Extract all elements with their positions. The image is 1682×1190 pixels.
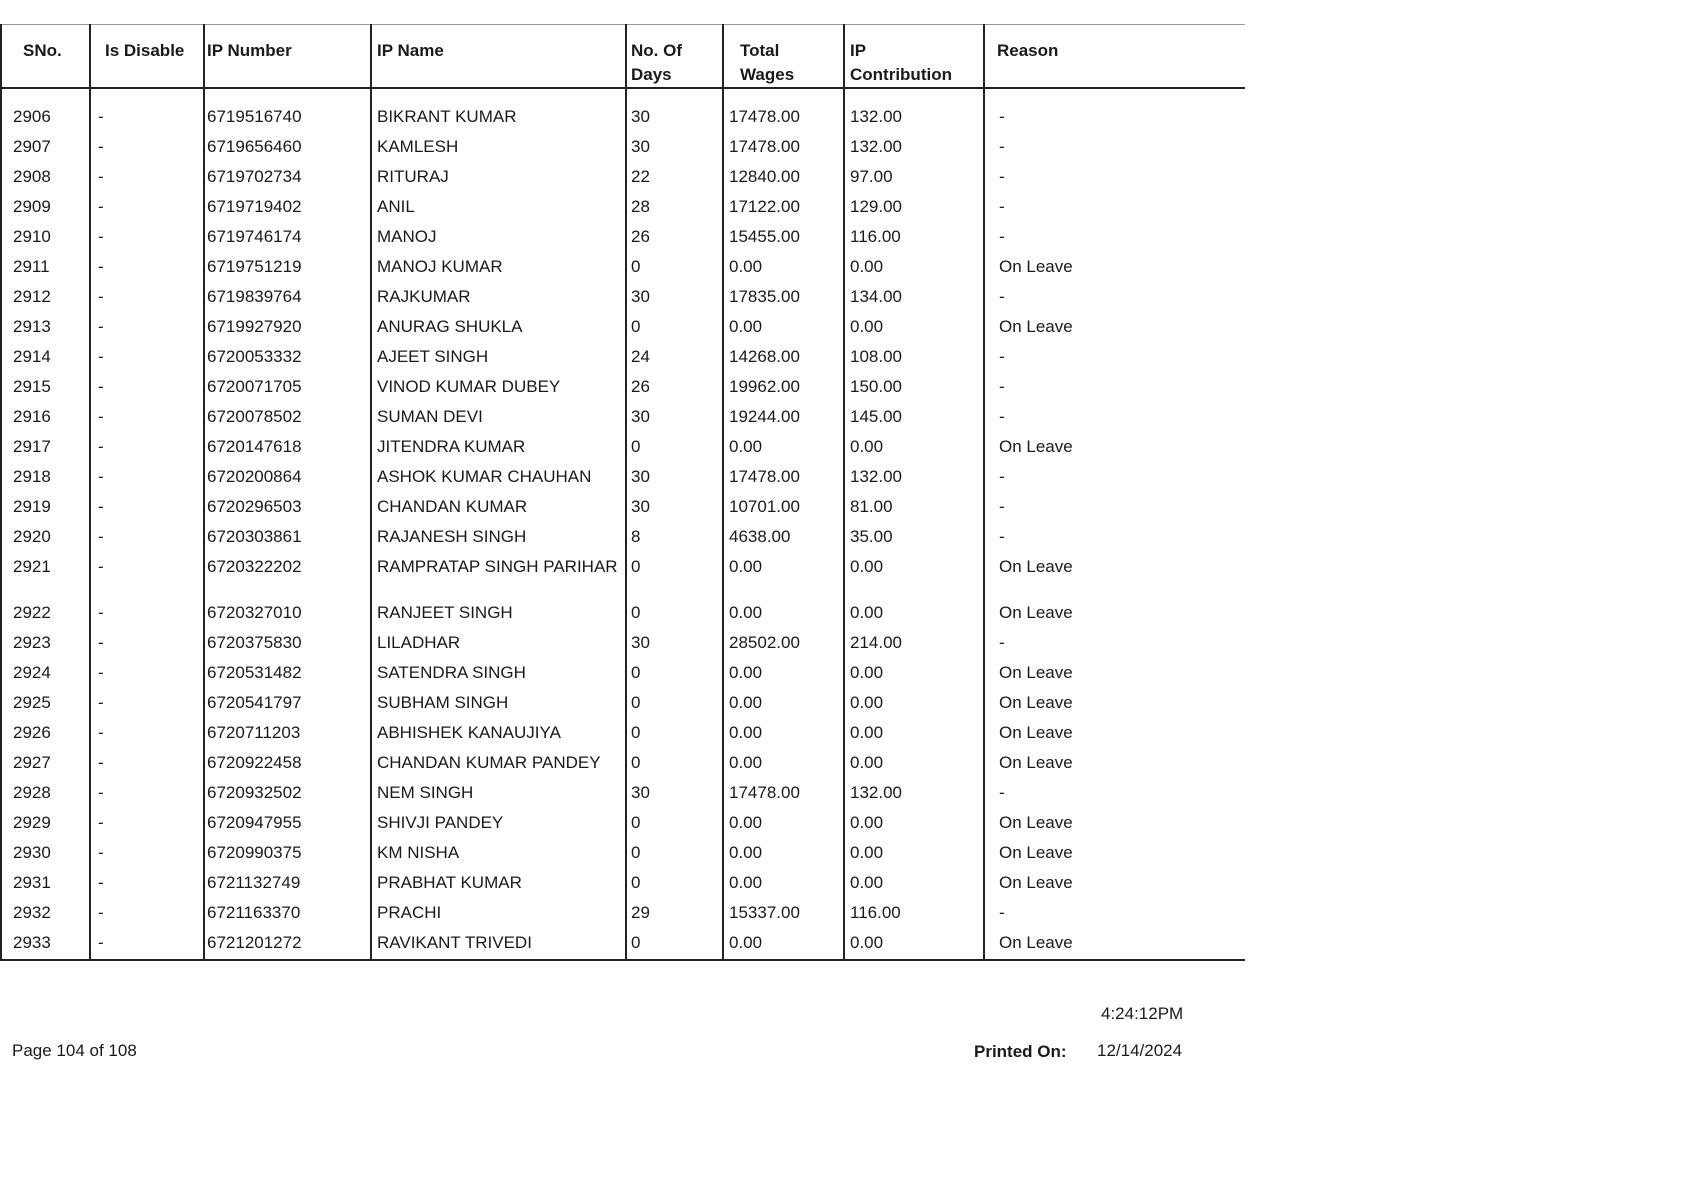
cell-is-disable: -: [90, 105, 204, 135]
table-row: [1, 721, 1245, 751]
cell-ip-number: 6720990375: [204, 841, 371, 871]
cell-no-of-days: 30: [626, 631, 723, 661]
cell-ip-contribution: 0.00: [844, 601, 984, 631]
table-row: [1, 691, 1245, 721]
cell-sno: 2931: [1, 871, 90, 901]
cell-no-of-days: 30: [626, 495, 723, 525]
table-row: [1, 901, 1245, 931]
cell-total-wages: 17478.00: [723, 135, 844, 165]
cell-is-disable: -: [90, 721, 204, 751]
cell-no-of-days: 30: [626, 105, 723, 135]
cell-ip-number: 6721201272: [204, 931, 371, 960]
cell-reason: On Leave: [984, 871, 1245, 901]
cell-sno: 2912: [1, 285, 90, 315]
cell-ip-number: 6720296503: [204, 495, 371, 525]
cell-ip-contribution: 0.00: [844, 255, 984, 285]
header-sno: SNo.: [1, 25, 90, 89]
cell-ip-number: 6719746174: [204, 225, 371, 255]
cell-total-wages: 0.00: [723, 601, 844, 631]
cell-is-disable: -: [90, 661, 204, 691]
cell-total-wages: 15337.00: [723, 901, 844, 931]
cell-no-of-days: 0: [626, 931, 723, 960]
cell-ip-number: 6720541797: [204, 691, 371, 721]
cell-ip-name: ANURAG SHUKLA: [371, 315, 626, 345]
table-row: [1, 811, 1245, 841]
cell-reason: -: [984, 781, 1245, 811]
table-row: [1, 601, 1245, 631]
table-row: [1, 631, 1245, 661]
cell-reason: -: [984, 165, 1245, 195]
cell-is-disable: -: [90, 525, 204, 555]
table-row: [1, 555, 1245, 601]
cell-is-disable: -: [90, 255, 204, 285]
cell-is-disable: -: [90, 871, 204, 901]
cell-no-of-days: 0: [626, 841, 723, 871]
cell-ip-contribution: 132.00: [844, 135, 984, 165]
cell-ip-contribution: 108.00: [844, 345, 984, 375]
cell-total-wages: 17122.00: [723, 195, 844, 225]
table-row: [1, 375, 1245, 405]
cell-is-disable: -: [90, 811, 204, 841]
cell-ip-name: PRACHI: [371, 901, 626, 931]
header-no-of-days-line1: No. Of: [631, 41, 682, 60]
cell-ip-contribution: 0.00: [844, 435, 984, 465]
cell-no-of-days: 0: [626, 435, 723, 465]
cell-reason: On Leave: [984, 255, 1245, 285]
cell-total-wages: 28502.00: [723, 631, 844, 661]
header-ip-number: IP Number: [204, 25, 371, 89]
cell-total-wages: 17835.00: [723, 285, 844, 315]
table-row: [1, 285, 1245, 315]
cell-reason: On Leave: [984, 315, 1245, 345]
cell-ip-number: 6719839764: [204, 285, 371, 315]
cell-is-disable: -: [90, 631, 204, 661]
table-row: [1, 195, 1245, 225]
cell-sno: 2925: [1, 691, 90, 721]
cell-no-of-days: 0: [626, 871, 723, 901]
cell-ip-contribution: 134.00: [844, 285, 984, 315]
cell-sno: 2927: [1, 751, 90, 781]
cell-ip-contribution: 0.00: [844, 811, 984, 841]
cell-ip-contribution: 0.00: [844, 871, 984, 901]
cell-ip-number: 6720711203: [204, 721, 371, 751]
cell-total-wages: 0.00: [723, 691, 844, 721]
cell-is-disable: -: [90, 901, 204, 931]
contribution-report: [0, 24, 1244, 961]
cell-no-of-days: 22: [626, 165, 723, 195]
cell-ip-contribution: 132.00: [844, 105, 984, 135]
cell-ip-contribution: 0.00: [844, 931, 984, 960]
cell-reason: -: [984, 135, 1245, 165]
header-ip-name: IP Name: [371, 25, 626, 89]
cell-reason: -: [984, 105, 1245, 135]
cell-total-wages: 15455.00: [723, 225, 844, 255]
cell-is-disable: -: [90, 345, 204, 375]
cell-ip-number: 6719656460: [204, 135, 371, 165]
cell-total-wages: 0.00: [723, 555, 844, 601]
cell-no-of-days: 0: [626, 601, 723, 631]
cell-total-wages: 14268.00: [723, 345, 844, 375]
cell-reason: On Leave: [984, 931, 1245, 960]
cell-ip-contribution: 0.00: [844, 721, 984, 751]
cell-no-of-days: 30: [626, 135, 723, 165]
table-row: [1, 135, 1245, 165]
table-row: [1, 495, 1245, 525]
header-row: [1, 25, 1245, 89]
cell-ip-name: MANOJ: [371, 225, 626, 255]
cell-ip-number: 6719927920: [204, 315, 371, 345]
header-total-wages-line1: Total: [740, 41, 780, 60]
cell-ip-contribution: 0.00: [844, 751, 984, 781]
cell-ip-number: 6720531482: [204, 661, 371, 691]
table-row: [1, 751, 1245, 781]
cell-reason: -: [984, 375, 1245, 405]
cell-ip-contribution: 0.00: [844, 661, 984, 691]
cell-is-disable: -: [90, 375, 204, 405]
cell-reason: On Leave: [984, 811, 1245, 841]
cell-sno: 2916: [1, 405, 90, 435]
cell-sno: 2915: [1, 375, 90, 405]
table-row: [1, 105, 1245, 135]
cell-sno: 2933: [1, 931, 90, 960]
table-row: [1, 165, 1245, 195]
cell-ip-number: 6720922458: [204, 751, 371, 781]
cell-ip-contribution: 129.00: [844, 195, 984, 225]
cell-reason: -: [984, 195, 1245, 225]
cell-ip-number: 6720947955: [204, 811, 371, 841]
cell-reason: -: [984, 405, 1245, 435]
cell-ip-name: NEM SINGH: [371, 781, 626, 811]
header-ip-contribution-line1: IP: [850, 41, 867, 60]
cell-reason: -: [984, 901, 1245, 931]
cell-total-wages: 0.00: [723, 871, 844, 901]
cell-sno: 2932: [1, 901, 90, 931]
cell-reason: On Leave: [984, 601, 1245, 631]
header-total-wages-line2: Wages: [740, 65, 795, 84]
cell-is-disable: -: [90, 931, 204, 960]
cell-sno: 2911: [1, 255, 90, 285]
cell-total-wages: 0.00: [723, 435, 844, 465]
cell-is-disable: -: [90, 405, 204, 435]
table-row: [1, 435, 1245, 465]
cell-no-of-days: 0: [626, 751, 723, 781]
cell-sno: 2926: [1, 721, 90, 751]
cell-ip-contribution: 116.00: [844, 225, 984, 255]
cell-sno: 2910: [1, 225, 90, 255]
cell-no-of-days: 28: [626, 195, 723, 225]
cell-reason: -: [984, 285, 1245, 315]
cell-total-wages: 4638.00: [723, 525, 844, 555]
cell-no-of-days: 0: [626, 661, 723, 691]
cell-ip-contribution: 150.00: [844, 375, 984, 405]
table-row: [1, 871, 1245, 901]
cell-ip-number: 6720303861: [204, 525, 371, 555]
cell-ip-name: CHANDAN KUMAR: [371, 495, 626, 525]
header-reason: Reason: [984, 25, 1245, 89]
cell-ip-name: LILADHAR: [371, 631, 626, 661]
contribution-table: [0, 24, 1245, 961]
cell-no-of-days: 0: [626, 315, 723, 345]
cell-no-of-days: 30: [626, 285, 723, 315]
cell-ip-contribution: 145.00: [844, 405, 984, 435]
cell-is-disable: -: [90, 315, 204, 345]
cell-sno: 2922: [1, 601, 90, 631]
cell-reason: On Leave: [984, 555, 1245, 601]
cell-ip-number: 6720053332: [204, 345, 371, 375]
cell-ip-name: PRABHAT KUMAR: [371, 871, 626, 901]
table-row: [1, 225, 1245, 255]
cell-reason: -: [984, 225, 1245, 255]
cell-ip-contribution: 132.00: [844, 781, 984, 811]
header-ip-contribution: [844, 25, 984, 89]
cell-total-wages: 10701.00: [723, 495, 844, 525]
table-row: [1, 345, 1245, 375]
cell-ip-name: SUMAN DEVI: [371, 405, 626, 435]
cell-no-of-days: 24: [626, 345, 723, 375]
cell-ip-number: 6720078502: [204, 405, 371, 435]
cell-ip-contribution: 35.00: [844, 525, 984, 555]
cell-reason: -: [984, 465, 1245, 495]
cell-total-wages: 17478.00: [723, 465, 844, 495]
cell-sno: 2908: [1, 165, 90, 195]
printed-on-label: Printed On:: [974, 1042, 1067, 1061]
cell-ip-name: KM NISHA: [371, 841, 626, 871]
cell-no-of-days: 0: [626, 555, 723, 601]
cell-is-disable: -: [90, 195, 204, 225]
cell-reason: -: [984, 525, 1245, 555]
cell-is-disable: -: [90, 555, 204, 601]
cell-sno: 2924: [1, 661, 90, 691]
header-no-of-days: [626, 25, 723, 89]
cell-ip-number: 6720932502: [204, 781, 371, 811]
cell-ip-contribution: 81.00: [844, 495, 984, 525]
cell-sno: 2920: [1, 525, 90, 555]
cell-reason: On Leave: [984, 691, 1245, 721]
cell-is-disable: -: [90, 601, 204, 631]
cell-ip-number: 6721163370: [204, 901, 371, 931]
cell-sno: 2914: [1, 345, 90, 375]
cell-reason: On Leave: [984, 661, 1245, 691]
cell-ip-name: JITENDRA KUMAR: [371, 435, 626, 465]
cell-ip-number: 6719751219: [204, 255, 371, 285]
cell-sno: 2928: [1, 781, 90, 811]
table-row: [1, 931, 1245, 960]
cell-ip-name: SUBHAM SINGH: [371, 691, 626, 721]
cell-total-wages: 0.00: [723, 811, 844, 841]
header-ip-contribution-line2: Contribution: [850, 65, 952, 84]
page-number: Page 104 of 108: [12, 1041, 137, 1060]
cell-ip-contribution: 214.00: [844, 631, 984, 661]
cell-no-of-days: 30: [626, 405, 723, 435]
cell-reason: On Leave: [984, 435, 1245, 465]
cell-total-wages: 0.00: [723, 931, 844, 960]
table-row: [1, 465, 1245, 495]
cell-ip-name: MANOJ KUMAR: [371, 255, 626, 285]
cell-no-of-days: 0: [626, 811, 723, 841]
table-row: [1, 315, 1245, 345]
cell-is-disable: -: [90, 841, 204, 871]
cell-sno: 2923: [1, 631, 90, 661]
cell-is-disable: -: [90, 225, 204, 255]
cell-ip-number: 6721132749: [204, 871, 371, 901]
cell-ip-name: RANJEET SINGH: [371, 601, 626, 631]
cell-ip-number: 6719719402: [204, 195, 371, 225]
cell-ip-contribution: 97.00: [844, 165, 984, 195]
cell-ip-number: 6720322202: [204, 555, 371, 601]
cell-ip-number: 6720147618: [204, 435, 371, 465]
cell-total-wages: 0.00: [723, 751, 844, 781]
cell-ip-name: RAMPRATAP SINGH PARIHAR: [371, 555, 626, 601]
cell-total-wages: 17478.00: [723, 781, 844, 811]
cell-reason: On Leave: [984, 751, 1245, 781]
cell-ip-number: 6720375830: [204, 631, 371, 661]
cell-total-wages: 19962.00: [723, 375, 844, 405]
cell-no-of-days: 29: [626, 901, 723, 931]
cell-no-of-days: 8: [626, 525, 723, 555]
cell-ip-name: ASHOK KUMAR CHAUHAN: [371, 465, 626, 495]
cell-ip-number: 6719702734: [204, 165, 371, 195]
cell-ip-number: 6719516740: [204, 105, 371, 135]
cell-ip-number: 6720071705: [204, 375, 371, 405]
table-row: [1, 405, 1245, 435]
cell-no-of-days: 26: [626, 225, 723, 255]
cell-sno: 2907: [1, 135, 90, 165]
cell-total-wages: 17478.00: [723, 105, 844, 135]
cell-is-disable: -: [90, 135, 204, 165]
header-is-disable: Is Disable: [90, 25, 204, 89]
cell-ip-name: VINOD KUMAR DUBEY: [371, 375, 626, 405]
cell-ip-contribution: 116.00: [844, 901, 984, 931]
cell-no-of-days: 26: [626, 375, 723, 405]
cell-ip-name: RAVIKANT TRIVEDI: [371, 931, 626, 960]
cell-sno: 2917: [1, 435, 90, 465]
cell-reason: -: [984, 495, 1245, 525]
cell-is-disable: -: [90, 781, 204, 811]
cell-ip-name: SATENDRA SINGH: [371, 661, 626, 691]
cell-is-disable: -: [90, 465, 204, 495]
cell-ip-name: AJEET SINGH: [371, 345, 626, 375]
cell-sno: 2919: [1, 495, 90, 525]
cell-ip-name: SHIVJI PANDEY: [371, 811, 626, 841]
cell-ip-name: ABHISHEK KANAUJIYA: [371, 721, 626, 751]
cell-sno: 2918: [1, 465, 90, 495]
cell-no-of-days: 0: [626, 691, 723, 721]
cell-ip-name: BIKRANT KUMAR: [371, 105, 626, 135]
cell-ip-contribution: 132.00: [844, 465, 984, 495]
cell-ip-name: KAMLESH: [371, 135, 626, 165]
cell-total-wages: 12840.00: [723, 165, 844, 195]
table-row: [1, 255, 1245, 285]
cell-ip-contribution: 0.00: [844, 555, 984, 601]
cell-is-disable: -: [90, 285, 204, 315]
cell-ip-number: 6720327010: [204, 601, 371, 631]
spacer-row: [1, 88, 1245, 105]
header-total-wages: [723, 25, 844, 89]
cell-sno: 2921: [1, 555, 90, 601]
cell-reason: On Leave: [984, 721, 1245, 751]
printed-on-date: 12/14/2024: [1097, 1041, 1183, 1060]
cell-is-disable: -: [90, 435, 204, 465]
table-row: [1, 525, 1245, 555]
cell-ip-name: RAJANESH SINGH: [371, 525, 626, 555]
cell-no-of-days: 0: [626, 255, 723, 285]
cell-ip-name: CHANDAN KUMAR PANDEY: [371, 751, 626, 781]
cell-total-wages: 0.00: [723, 315, 844, 345]
cell-ip-name: RITURAJ: [371, 165, 626, 195]
cell-total-wages: 0.00: [723, 841, 844, 871]
cell-sno: 2930: [1, 841, 90, 871]
cell-no-of-days: 0: [626, 721, 723, 751]
table-row: [1, 781, 1245, 811]
cell-reason: On Leave: [984, 841, 1245, 871]
cell-is-disable: -: [90, 691, 204, 721]
cell-no-of-days: 30: [626, 465, 723, 495]
cell-sno: 2913: [1, 315, 90, 345]
cell-is-disable: -: [90, 165, 204, 195]
cell-sno: 2909: [1, 195, 90, 225]
cell-ip-contribution: 0.00: [844, 691, 984, 721]
cell-is-disable: -: [90, 751, 204, 781]
cell-ip-name: ANIL: [371, 195, 626, 225]
cell-ip-name: RAJKUMAR: [371, 285, 626, 315]
cell-ip-contribution: 0.00: [844, 315, 984, 345]
table-row: [1, 841, 1245, 871]
cell-total-wages: 0.00: [723, 661, 844, 691]
cell-reason: -: [984, 345, 1245, 375]
cell-is-disable: -: [90, 495, 204, 525]
cell-sno: 2906: [1, 105, 90, 135]
cell-ip-number: 6720200864: [204, 465, 371, 495]
print-time: 4:24:12PM: [1101, 1004, 1184, 1023]
table-body: [1, 88, 1245, 960]
cell-sno: 2929: [1, 811, 90, 841]
header-no-of-days-line2: Days: [631, 65, 672, 84]
cell-total-wages: 0.00: [723, 255, 844, 285]
cell-ip-contribution: 0.00: [844, 841, 984, 871]
cell-reason: -: [984, 631, 1245, 661]
cell-no-of-days: 30: [626, 781, 723, 811]
table-row: [1, 661, 1245, 691]
cell-total-wages: 19244.00: [723, 405, 844, 435]
cell-total-wages: 0.00: [723, 721, 844, 751]
